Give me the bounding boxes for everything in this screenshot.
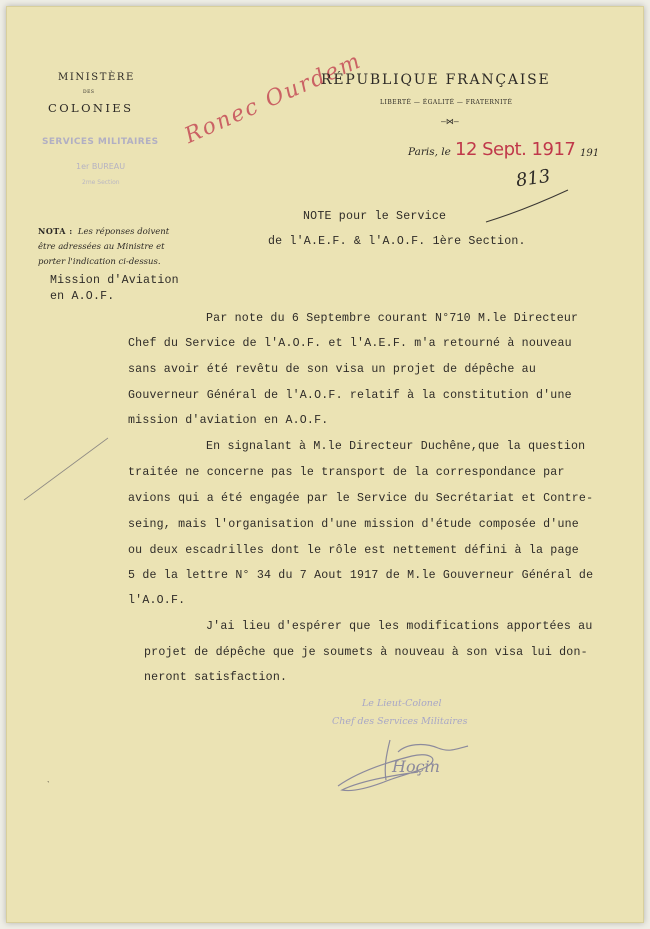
republic-motto: LIBERTÉ — ÉGALITÉ — FRATERNITÉ (380, 99, 513, 106)
margin-tick: ˋ (47, 780, 50, 789)
motto-ornament: —⋈— (441, 117, 459, 126)
signature-text: Hoçin (392, 757, 440, 776)
body-line: traitée ne concerne pas le transport de la correspondance par (128, 466, 565, 479)
republic-header: RÉPUBLIQUE FRANÇAISE (321, 72, 551, 88)
nota-line1: Les réponses doivent (77, 227, 170, 237)
service-stamp-bureau: 1er BUREAU (76, 162, 126, 171)
body-line: avions qui a été engagée par le Service du Secrétariat et Contre- (128, 492, 594, 505)
reference-flourish (482, 186, 572, 226)
ministry-des: DES (83, 90, 95, 95)
service-stamp-section: 2me Section (82, 179, 120, 186)
body-line: Par note du 6 Septembre courant N°710 M.le Directeur (206, 312, 579, 325)
ministry-colonies: COLONIES (48, 101, 134, 115)
body-line: En signalant à M.le Directeur Duchêne,que la question (206, 440, 586, 453)
body-line: seing, mais l'organisation d'une mission d'étude composée d'une (128, 518, 579, 531)
nota-block (38, 224, 169, 270)
dateline-year-suffix: 191 (580, 148, 600, 159)
date-stamp: 12 Sept. 1917 (455, 139, 576, 160)
handwritten-signature (328, 732, 478, 798)
body-line: Chef du Service de l'A.O.F. et l'A.E.F. m'a retourné à nouveau (128, 337, 572, 350)
dateline-prefix: Paris, le (408, 146, 451, 158)
body-line: Gouverneur Général de l'A.O.F. relatif à la constitution d'une (128, 389, 572, 402)
handwritten-margin-note: Ronec Ourdem (181, 48, 366, 149)
subject-line1: Mission d'Aviation (50, 274, 179, 287)
body-line: mission d'aviation en A.O.F. (128, 414, 329, 427)
subject-line2: en A.O.F. (50, 290, 115, 303)
note-title-line2: de l'A.E.F. & l'A.O.F. 1ère Section. (268, 235, 526, 248)
signatory-service: Chef des Services Militaires (332, 716, 468, 727)
signatory-title: Le Lieut-Colonel (362, 698, 442, 709)
service-stamp (42, 137, 159, 147)
nota-line3: porter l'indication ci-dessus. (38, 257, 161, 267)
nota-line2: être adressées au Ministre et (38, 242, 165, 252)
body-line: sans avoir été revêtu de son visa un projet de dépêche au (128, 363, 536, 376)
document-page (6, 6, 644, 923)
body-line: l'A.O.F. (128, 594, 186, 607)
reference-number: 813 (514, 165, 552, 192)
body-line: 5 de la lettre N° 34 du 7 Aout 1917 de M.le Gouverneur Général de (128, 569, 594, 582)
body-line: ou deux escadrilles dont le rôle est nettement défini à la page (128, 544, 579, 557)
body-line: neront satisfaction. (144, 671, 288, 684)
body-line: projet de dépêche que je soumets à nouveau à son visa lui don- (144, 646, 588, 659)
nota-label: NOTA : (38, 226, 73, 236)
service-stamp-line1: SERVICES MILITAIRES (42, 137, 159, 147)
ministry-label: MINISTÈRE (58, 72, 135, 83)
note-title-line1: NOTE pour le Service (303, 210, 447, 223)
margin-pencil-stroke (22, 434, 112, 504)
body-line: J'ai lieu d'espérer que les modifications apportées au (206, 620, 593, 633)
